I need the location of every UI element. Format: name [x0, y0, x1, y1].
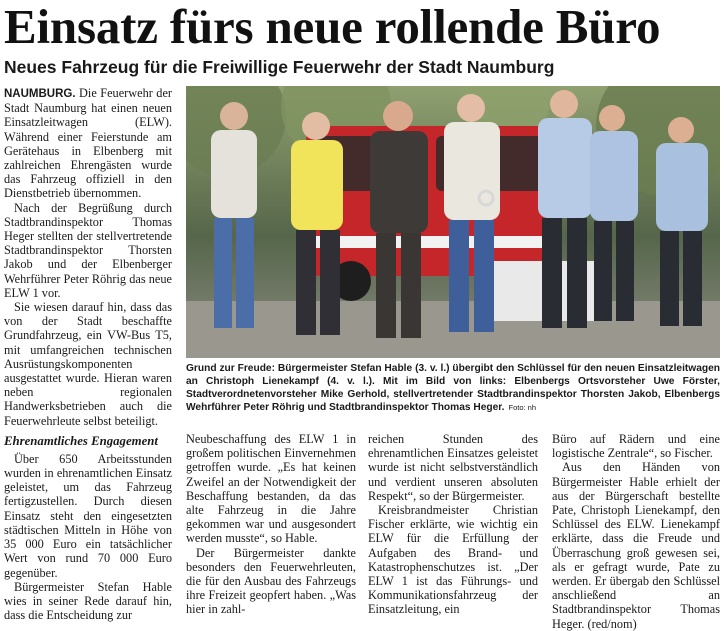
section-heading: Ehrenamtliches Engagement: [4, 433, 158, 448]
dateline: NAUMBURG.: [4, 88, 76, 100]
article-column-2: [186, 432, 356, 617]
subheadline: Neues Fahrzeug für die Freiwillige Feuerwehr der Stadt Naumburg: [4, 57, 555, 77]
headline: Einsatz fürs neue rollende Büro: [4, 0, 661, 54]
paragraph: Bürgermeister Stefan Hable wies in seiner Rede darauf hin, dass die Entscheidung zur: [4, 579, 172, 623]
paragraph: Aus den Händen von Bürgermeister Hable erhielt der aus der Bürgerschaft bestellte Pate, Christoph Lienekampf, den Schlüssel des ELW. Lienekampf erklärte, dass die Freude und Überraschung groß gewesen sei, als er gefragt wurde, Pate zu werden. Er übergab den Schlüssel anschließend an Stadtbrandinspektor Thomas Heger. (red/nom): [552, 460, 720, 631]
photo-credit: Foto: nh: [508, 403, 537, 412]
group-photo-illustration: [186, 86, 720, 358]
paragraph: Nach der Begrüßung durch Stadtbrandinspektor Thomas Heger stellten der stellvertretende Stadtbrandinspektor Thorsten Jakob und der Elbenberger Wehrführer Peter Röhrig das neue ELW 1 vor.: [4, 200, 172, 300]
photo-caption: [186, 362, 720, 414]
paragraph: reichen Stunden des ehrenamtlichen Einsatzes geleistet wurde ist nicht selbstverständlich und verdient unseren absoluten Respekt“, so der Bürgermeister.: [368, 432, 538, 503]
article-column-4: [552, 432, 720, 631]
caption-text: Grund zur Freude: Bürgermeister Stefan Hable (3. v. l.) übergibt den Schlüssel für den neuen Einsatzleitwagen an Christoph Lienekampf (4. v. l.). Mit im Bild von links: Elbenbergs Ortsvorsteher Uwe Förster, Stadtverordnetenvorsteher Mike Gerhold, stellvertretender Stadtbrandinspektor Thorsten Jakob, Elbenbergs Wehrführer Peter Röhrig und Stadtbrandinspektor Thomas Heger.: [186, 363, 720, 413]
paragraph: Neubeschaffung des ELW 1 in großem politischen Einvernehmen getroffen wurde. „Es hat keinen Zweifel an der Notwendigkeit der Beschaffung bestanden, da das alte Fahrzeug in die Jahre gekommen war und ausgesondert werden musste“, so Hable.: [186, 432, 356, 546]
paragraph: [4, 86, 172, 201]
paragraph: Kreisbrandmeister Christian Fischer erklärte, wie wichtig ein ELW für die Erfüllung der Aufgaben des Brand- und Katastrophenschutzes ist. „Der ELW 1 ist das Führungs- und Kommunikationsfahrzeug der Einsatzleitung, ein: [368, 503, 538, 617]
article-photo: [186, 86, 720, 358]
paragraph: Sie wiesen darauf hin, dass das von der Stadt beschaffte Grundfahrzeug, ein VW-Bus T5, mit umfangreichen technischen Ausrüstungskomponenten ausgestattet wurde. Hieran waren neben regionalen Handwerksbetrieben auch die Feuerwehrleute selbst beteiligt.: [4, 300, 172, 428]
paragraph: Über 650 Arbeitsstunden wurden in ehrenamtlichen Einsatz geleistet, um das Fahrzeug fertigzustellen. Durch diesen Einsatz steht den eingesetzten städtischen Mitteln in Höhe von 35 000 Euro ein tatsächlicher Wert von rund 70 000 Euro gegenüber.: [4, 451, 172, 580]
paragraph-text: Die Feuerwehr der Stadt Naumburg hat einen neuen Einsatzleitwagen (ELW). Während einer Feierstunde am Gerätehaus in Elbenberg mit zahlreichen Ehrengästen wurde das Fahrzeug offiziell in den Dienstbetrieb übernommen.: [4, 86, 172, 201]
paragraph: Büro auf Rädern und eine logistische Zentrale“, so Fischer.: [552, 432, 720, 461]
article-column-3: [368, 432, 538, 617]
paragraph: Der Bürgermeister dankte besonders den Feuerwehrleuten, die für den Ausbau des Fahrzeugs ihre Freizeit geopfert haben. „Was hier in zahl-: [186, 545, 356, 617]
article-column-1: [4, 86, 172, 622]
